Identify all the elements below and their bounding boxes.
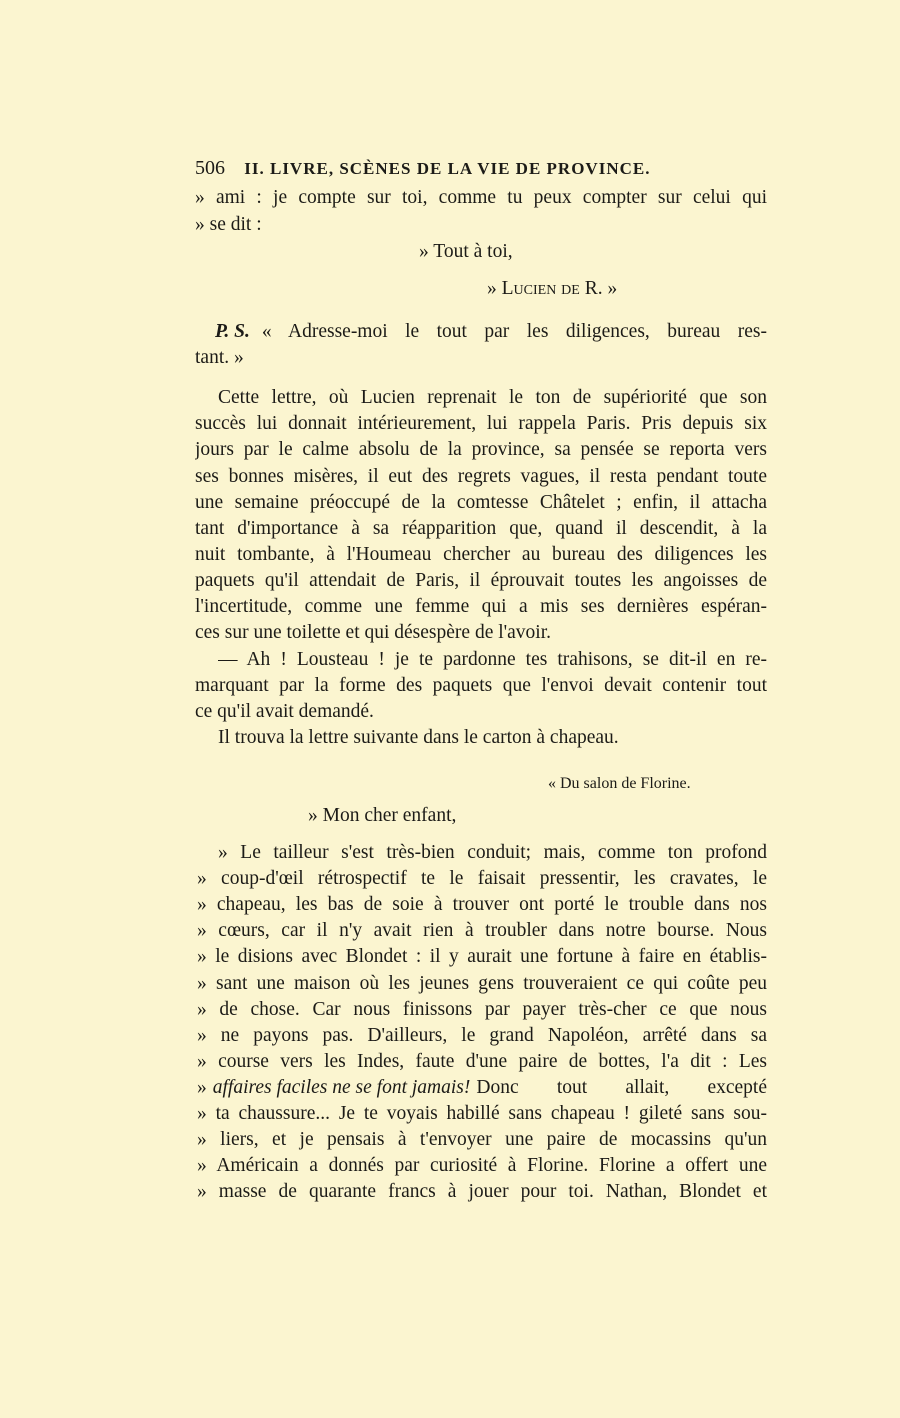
text-line: » cœurs, car il n'y avait rien à troubler dans notre bourse. Nous (197, 920, 767, 941)
text-line: « Adresse-moi le tout par les diligences, bureau res- (261, 321, 767, 342)
text-line: » ami : je compte sur toi, comme tu peux compter sur celui qui (195, 187, 767, 208)
letter-closing: » Tout à toi, (419, 241, 513, 262)
text-line: » ne payons pas. D'ailleurs, le grand Napoléon, arrêté dans sa (197, 1025, 767, 1046)
text-line: ce qu'il avait demandé. (195, 701, 374, 722)
text-line (197, 1076, 767, 1100)
text-line: Il trouva la lettre suivante dans le carton à chapeau. (218, 727, 619, 748)
text-line: succès lui donnait intérieurement, lui rappela Paris. Pris depuis six (195, 413, 767, 434)
text-line: une semaine préoccupé de la comtesse Châtelet ; enfin, il attacha (195, 492, 767, 513)
text-fragment: Donc tout allait, excepté (476, 1077, 767, 1098)
letter-salutation: » Mon cher enfant, (308, 805, 457, 826)
running-header (195, 156, 767, 181)
text-line: l'incertitude, comme une femme qui a mis ses dernières espéran- (195, 596, 767, 617)
text-line: ses bonnes misères, il eut des regrets vagues, il resta pendant toute (195, 466, 767, 487)
text-line: » chapeau, les bas de soie à trouver ont porté le trouble dans nos (197, 894, 767, 915)
text-line: marquant par la forme des paquets que l'envoi devait contenir tout (195, 675, 767, 696)
page-number: 506 (195, 157, 225, 179)
letter-signature: » Lucien de R. » (487, 278, 618, 299)
text-line: » liers, et je pensais à t'envoyer une paire de mocassins qu'un (197, 1129, 767, 1150)
text-line: paquets qu'il attendait de Paris, il éprouvait toutes les angoisses de (195, 570, 767, 591)
text-line: » ta chaussure... Je te voyais habillé sans chapeau ! gileté sans sou- (197, 1103, 767, 1124)
text-line: » masse de quarante francs à jouer pour toi. Nathan, Blondet et (197, 1181, 767, 1202)
text-line: tant d'importance à sa réapparition que, quand il descendit, à la (195, 518, 767, 539)
quote-mark: » (197, 1077, 207, 1098)
text-line: Cette lettre, où Lucien reprenait le ton de supériorité que son (218, 387, 767, 408)
text-line: » coup-d'œil rétrospectif te le faisait pressentir, les cravates, le (197, 868, 767, 889)
text-line: — Ah ! Lousteau ! je te pardonne tes trahisons, se dit-il en re- (218, 649, 767, 670)
italic-quote: affaires faciles ne se font jamais! (212, 1077, 471, 1098)
text-line: » course vers les Indes, faute d'une paire de bottes, l'a dit : Les (197, 1051, 767, 1072)
text-line: » le disions avec Blondet : il y aurait une fortune à faire en établis- (197, 946, 767, 967)
text-line: » sant une maison où les jeunes gens trouveraient ce qui coûte peu (197, 973, 767, 994)
text-line: tant. » (195, 347, 244, 368)
text-line: jours par le calme absolu de la province, sa pensée se reporta vers (195, 439, 767, 460)
text-line: » Américain a donnés par curiosité à Florine. Florine a offert une (197, 1155, 767, 1176)
letter-heading: « Du salon de Florine. (548, 775, 691, 792)
text-line: » Le tailleur s'est très-bien conduit; mais, comme ton profond (218, 842, 767, 863)
text-line: » de chose. Car nous finissons par payer très-cher ce que nous (197, 999, 767, 1020)
postscript-label: P. S. (215, 321, 250, 342)
running-title: II. LIVRE, SCÈNES DE LA VIE DE PROVINCE. (244, 159, 651, 178)
postscript-line (215, 320, 767, 344)
text-line: » se dit : (195, 214, 262, 235)
text-line: nuit tombante, à l'Houmeau chercher au bureau des diligences les (195, 544, 767, 565)
text-line: ces sur une toilette et qui désespère de l'avoir. (195, 622, 552, 643)
